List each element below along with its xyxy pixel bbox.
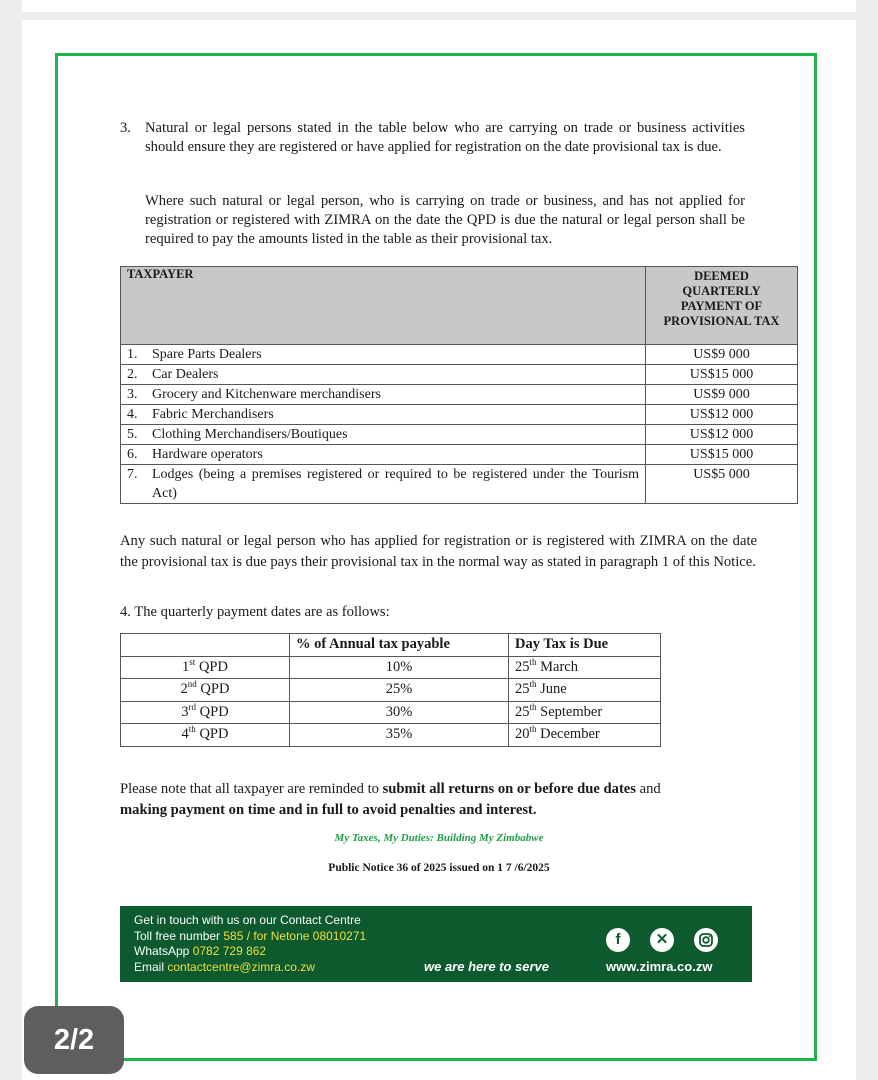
deemed-amount: US$12 000 [646, 405, 798, 425]
taxpayer-header: TAXPAYER [121, 267, 646, 345]
qpd-percent: 30% [290, 701, 509, 724]
toll-free-label: Toll free number [134, 928, 224, 943]
qpd-ordinal-suffix: th [188, 724, 196, 735]
taxpayer-row [121, 425, 798, 445]
deemed-payment-header: DEEMED QUARTERLY PAYMENT OF PROVISIONAL TAX [646, 267, 798, 345]
reminder-bold-1: submit all returns on or before due dates [382, 781, 636, 797]
deemed-amount: US$5 000 [646, 465, 798, 504]
issued-notice: Public Notice 36 of 2025 issued on 1 7 /6/2025 [328, 862, 550, 874]
taxpayer-table [120, 266, 798, 504]
reminder-text: Please note that all taxpayer are reminded to [120, 781, 383, 797]
section-3-number: 3. [120, 120, 131, 136]
qpd-due-date [509, 656, 661, 679]
qpd-due-date [509, 701, 661, 724]
email-line [134, 960, 366, 976]
taxpayer-name: Grocery and Kitchenware merchandisers [152, 387, 381, 402]
page-indicator: 2/2 [24, 1006, 124, 1074]
taxpayer-number: 3. [127, 387, 138, 402]
taxpayer-name-cell [121, 385, 646, 405]
reminder-paragraph [120, 779, 740, 821]
due-day-suffix: th [529, 656, 537, 667]
tagline: we are here to serve [424, 959, 550, 974]
due-day: 25 [515, 703, 530, 720]
qpd-text: QPD [199, 703, 229, 720]
taxpayer-name: Spare Parts Dealers [152, 347, 262, 362]
taxpayer-number: 7. [127, 467, 138, 482]
qpd-label [121, 701, 290, 724]
due-day: 25 [515, 658, 530, 675]
whatsapp-number[interactable]: 0782 729 862 [192, 944, 267, 958]
taxpayer-row [121, 445, 798, 465]
qpd-label [121, 656, 290, 679]
taxpayer-name: Car Dealers [152, 367, 219, 382]
whatsapp-line [134, 944, 366, 960]
taxpayer-name-cell [121, 465, 646, 504]
reminder-and: and [635, 781, 661, 797]
qpd-label [121, 724, 290, 747]
due-day-header: Day Tax is Due [509, 634, 661, 657]
qpd-percent: 25% [290, 679, 509, 702]
qpd-ordinal-suffix: nd [187, 679, 197, 690]
due-day-suffix: th [529, 679, 537, 690]
due-month: September [540, 703, 603, 720]
taxpayer-name-cell [121, 425, 646, 445]
instagram-icon[interactable] [694, 928, 718, 952]
qpd-due-date [509, 724, 661, 747]
taxpayer-name: Lodges (being a premises registered or required to be registered under the Tourism Act) [152, 467, 639, 501]
qpd-due-date [509, 679, 661, 702]
deemed-amount: US$12 000 [646, 425, 798, 445]
taxpayer-name: Fabric Merchandisers [152, 407, 274, 422]
qpd-label [121, 679, 290, 702]
taxpayer-name: Clothing Merchandisers/Boutiques [152, 427, 348, 442]
qpd-ordinal: 1 [182, 658, 190, 675]
qpd-row [121, 701, 661, 724]
due-day: 20 [515, 726, 530, 742]
email-label: Email [134, 959, 168, 974]
qpd-table [120, 633, 661, 747]
taxpayer-number: 2. [127, 367, 138, 382]
qpd-ordinal: 4 [181, 726, 189, 742]
due-day-suffix: th [529, 724, 537, 735]
contact-heading: Get in touch with us on our Contact Centre [134, 913, 361, 927]
qpd-ordinal: 2 [180, 681, 188, 697]
qpd-header-blank [121, 634, 290, 657]
due-month: December [540, 726, 600, 742]
qpd-row [121, 724, 661, 747]
deemed-amount: US$9 000 [646, 385, 798, 405]
taxpayer-name-cell [121, 345, 646, 365]
taxpayer-name-cell [121, 445, 646, 465]
taxpayer-number: 4. [127, 407, 138, 422]
qpd-text: QPD [198, 658, 228, 675]
percent-header: % of Annual tax payable [290, 634, 509, 657]
whatsapp-label: WhatsApp [134, 944, 193, 958]
section-3-paragraph-1: Natural or legal persons stated in the table below who are carrying on trade or business activities should ensure they are registered or have applied for registration on the date provisional tax is due. [145, 120, 745, 155]
taxpayer-name-cell [121, 365, 646, 385]
qpd-ordinal-suffix: rd [188, 701, 197, 712]
qpd-ordinal: 3 [181, 703, 189, 720]
due-month: March [540, 658, 578, 675]
facebook-icon[interactable]: f [606, 928, 630, 952]
previous-page-edge [22, 0, 856, 12]
slogan: My Taxes, My Duties: Building My Zimbabwe [334, 832, 544, 844]
toll-free-number[interactable]: 585 / for Netone 08010271 [223, 928, 367, 943]
due-month: June [540, 681, 567, 697]
qpd-row [121, 679, 661, 702]
contact-block [134, 913, 366, 975]
due-day-suffix: th [529, 701, 537, 712]
x-icon[interactable]: ✕ [650, 928, 674, 952]
qpd-text: QPD [199, 726, 229, 742]
taxpayer-row [121, 405, 798, 425]
section-3-paragraph-2: Where such natural or legal person, who is carrying on trade or business, and has not applied for registration or registered with ZIMRA on the date the QPD is due the natural or legal person shall be required to pay the amounts listed in the table as their provisional tax. [145, 193, 745, 247]
deemed-amount: US$15 000 [646, 445, 798, 465]
email-link[interactable]: contactcentre@zimra.co.zw [167, 959, 315, 974]
taxpayer-row [121, 365, 798, 385]
deemed-amount: US$9 000 [646, 345, 798, 365]
qpd-percent: 35% [290, 724, 509, 747]
qpd-text: QPD [200, 681, 230, 697]
taxpayer-row [121, 385, 798, 405]
taxpayer-number: 6. [127, 447, 138, 462]
due-day: 25 [515, 681, 530, 697]
qpd-row [121, 656, 661, 679]
registered-persons-paragraph: Any such natural or legal person who has applied for registration or is registered with ZIMRA on the date the provisional tax is due pays their provisional tax in the normal way as stated in paragraph 1 of this Notice. [120, 533, 757, 570]
reminder-bold-2: making payment on time and in full to avoid penalties and interest. [120, 802, 537, 818]
taxpayer-number: 1. [127, 347, 138, 362]
section-4-heading: 4. The quarterly payment dates are as follows: [120, 604, 390, 620]
qpd-ordinal-suffix: st [189, 656, 196, 667]
taxpayer-row [121, 465, 798, 504]
contact-footer [120, 906, 752, 982]
taxpayer-name: Hardware operators [152, 447, 263, 462]
toll-free-line [134, 929, 366, 945]
deemed-amount: US$15 000 [646, 365, 798, 385]
qpd-percent: 10% [290, 656, 509, 679]
taxpayer-number: 5. [127, 427, 138, 442]
taxpayer-row [121, 345, 798, 365]
taxpayer-name-cell [121, 405, 646, 425]
website-link[interactable]: www.zimra.co.zw [606, 959, 713, 974]
